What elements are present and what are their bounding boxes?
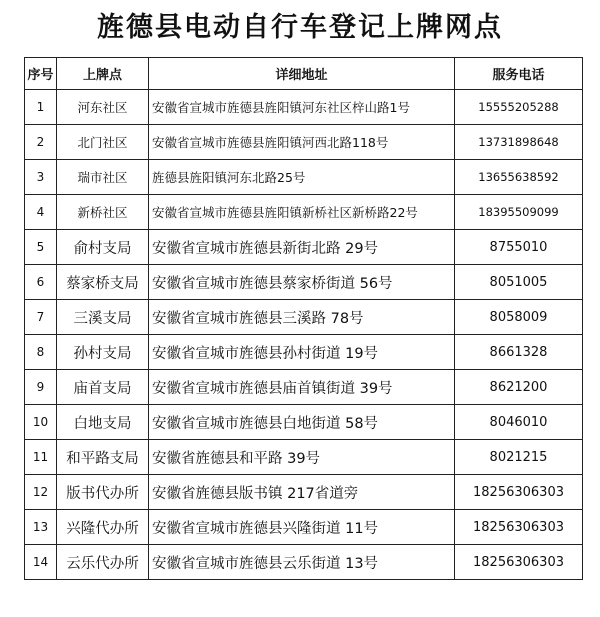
row-phone: 18395509099 [455, 195, 583, 230]
row-address: 安徽省宣城市旌德县白地街道 58号 [149, 405, 455, 440]
row-phone: 8661328 [455, 335, 583, 370]
row-point: 兴隆代办所 [57, 510, 149, 545]
row-point: 三溪支局 [57, 300, 149, 335]
row-index: 3 [25, 160, 57, 195]
row-index: 1 [25, 90, 57, 125]
row-point: 孙村支局 [57, 335, 149, 370]
row-point: 北门社区 [57, 125, 149, 160]
row-point: 河东社区 [57, 90, 149, 125]
row-address: 安徽省宣城市旌德县孙村街道 19号 [149, 335, 455, 370]
table-row [25, 405, 583, 440]
row-phone: 13655638592 [455, 160, 583, 195]
table-row [25, 335, 583, 370]
row-phone: 8051005 [455, 265, 583, 300]
registration-points-table [24, 57, 583, 580]
row-point: 版书代办所 [57, 475, 149, 510]
row-index: 8 [25, 335, 57, 370]
table-row [25, 475, 583, 510]
row-point: 和平路支局 [57, 440, 149, 475]
row-index: 2 [25, 125, 57, 160]
row-phone: 8021215 [455, 440, 583, 475]
table-row [25, 125, 583, 160]
row-index: 14 [25, 545, 57, 580]
row-index: 6 [25, 265, 57, 300]
row-point: 俞村支局 [57, 230, 149, 265]
row-point: 白地支局 [57, 405, 149, 440]
row-point: 云乐代办所 [57, 545, 149, 580]
header-address: 详细地址 [149, 58, 455, 90]
table-row [25, 230, 583, 265]
row-address: 安徽省宣城市旌德县兴隆街道 11号 [149, 510, 455, 545]
table-row [25, 265, 583, 300]
row-index: 10 [25, 405, 57, 440]
row-address: 安徽省宣城市旌德县三溪路 78号 [149, 300, 455, 335]
row-index: 7 [25, 300, 57, 335]
row-address: 安徽省宣城市旌德县云乐街道 13号 [149, 545, 455, 580]
row-index: 4 [25, 195, 57, 230]
row-address: 安徽省宣城市旌德县旌阳镇河西北路118号 [149, 125, 455, 160]
table-row [25, 440, 583, 475]
row-phone: 8058009 [455, 300, 583, 335]
row-phone: 18256306303 [455, 475, 583, 510]
table-row [25, 160, 583, 195]
row-index: 11 [25, 440, 57, 475]
row-address: 安徽省旌德县版书镇 217省道旁 [149, 475, 455, 510]
row-address: 安徽省宣城市旌德县新街北路 29号 [149, 230, 455, 265]
table-row [25, 510, 583, 545]
row-phone: 8621200 [455, 370, 583, 405]
row-address: 旌德县旌阳镇河东北路25号 [149, 160, 455, 195]
header-phone: 服务电话 [455, 58, 583, 90]
header-point: 上牌点 [57, 58, 149, 90]
row-address: 安徽省宣城市旌德县庙首镇街道 39号 [149, 370, 455, 405]
row-index: 13 [25, 510, 57, 545]
row-point: 新桥社区 [57, 195, 149, 230]
row-address: 安徽省宣城市旌德县旌阳镇河东社区梓山路1号 [149, 90, 455, 125]
row-phone: 15555205288 [455, 90, 583, 125]
row-index: 9 [25, 370, 57, 405]
row-phone: 13731898648 [455, 125, 583, 160]
row-phone: 8755010 [455, 230, 583, 265]
table-header-row [25, 58, 583, 90]
row-phone: 18256306303 [455, 545, 583, 580]
row-address: 安徽省宣城市旌德县蔡家桥街道 56号 [149, 265, 455, 300]
table-row [25, 300, 583, 335]
table-row [25, 370, 583, 405]
row-index: 12 [25, 475, 57, 510]
row-address: 安徽省宣城市旌德县旌阳镇新桥社区新桥路22号 [149, 195, 455, 230]
table-row [25, 545, 583, 580]
row-phone: 8046010 [455, 405, 583, 440]
row-point: 瑞市社区 [57, 160, 149, 195]
page-title: 旌德县电动自行车登记上牌网点 [97, 12, 503, 43]
row-point: 蔡家桥支局 [57, 265, 149, 300]
table-row [25, 195, 583, 230]
row-point: 庙首支局 [57, 370, 149, 405]
row-phone: 18256306303 [455, 510, 583, 545]
row-address: 安徽省旌德县和平路 39号 [149, 440, 455, 475]
header-index: 序号 [25, 58, 57, 90]
table-row [25, 90, 583, 125]
row-index: 5 [25, 230, 57, 265]
